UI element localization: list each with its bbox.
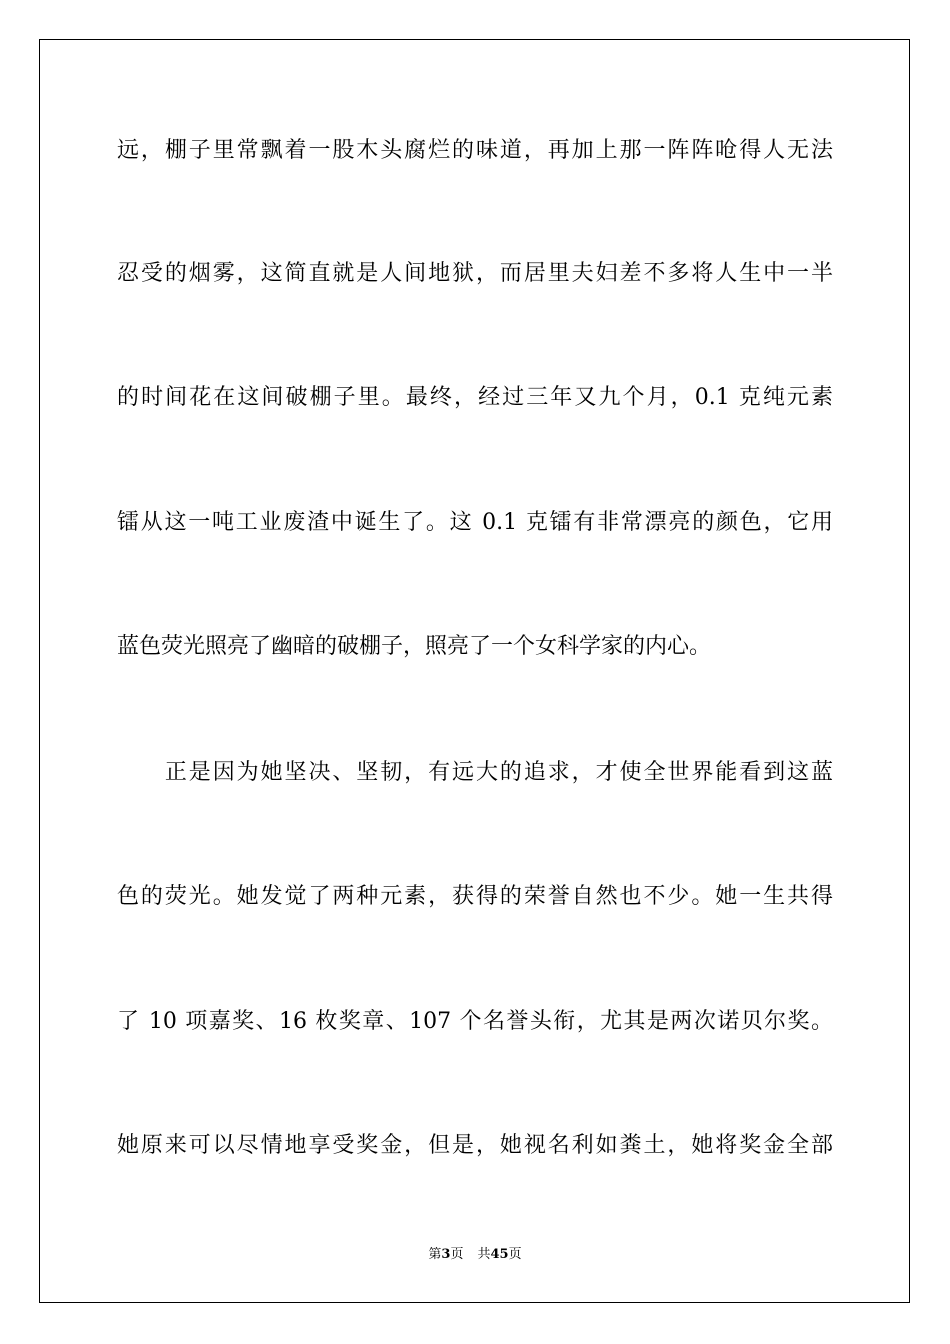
text-line: 了 10 项嘉奖、16 枚奖章、107 个名誉头衔，尤其是两次诺贝尔奖。 [117, 1009, 833, 1034]
text-line: 正是因为她坚决、坚韧，有远大的追求，才使全世界能看到这蓝 [117, 760, 833, 785]
text-line: 的时间花在这间破棚子里。最终，经过三年又九个月，0.1 克纯元素 [117, 385, 833, 410]
text-line: 远，棚子里常飘着一股木头腐烂的味道，再加上那一阵阵呛得人无法 [117, 138, 833, 163]
text-line: 她原来可以尽情地享受奖金，但是，她视名利如粪土，她将奖金全部 [117, 1133, 833, 1158]
text-line: 色的荧光。她发觉了两种元素，获得的荣誉自然也不少。她一生共得 [117, 884, 833, 909]
page-number: 3 [441, 1247, 451, 1262]
page-prefix: 第 [428, 1247, 442, 1262]
total-pages: 45 [490, 1247, 509, 1262]
text-line: 蓝色荧光照亮了幽暗的破棚子，照亮了一个女科学家的内心。 [117, 634, 712, 659]
text-line: 忍受的烟雾，这简直就是人间地狱，而居里夫妇差不多将人生中一半 [117, 261, 833, 286]
total-suffix: 页 [508, 1247, 522, 1262]
total-prefix: 共 [477, 1247, 491, 1262]
page-footer [0, 1246, 950, 1264]
text-line: 镭从这一吨工业废渣中诞生了。这 0.1 克镭有非常漂亮的颜色，它用 [117, 510, 833, 535]
page-border [39, 39, 910, 1303]
page-suffix: 页 [450, 1247, 464, 1262]
